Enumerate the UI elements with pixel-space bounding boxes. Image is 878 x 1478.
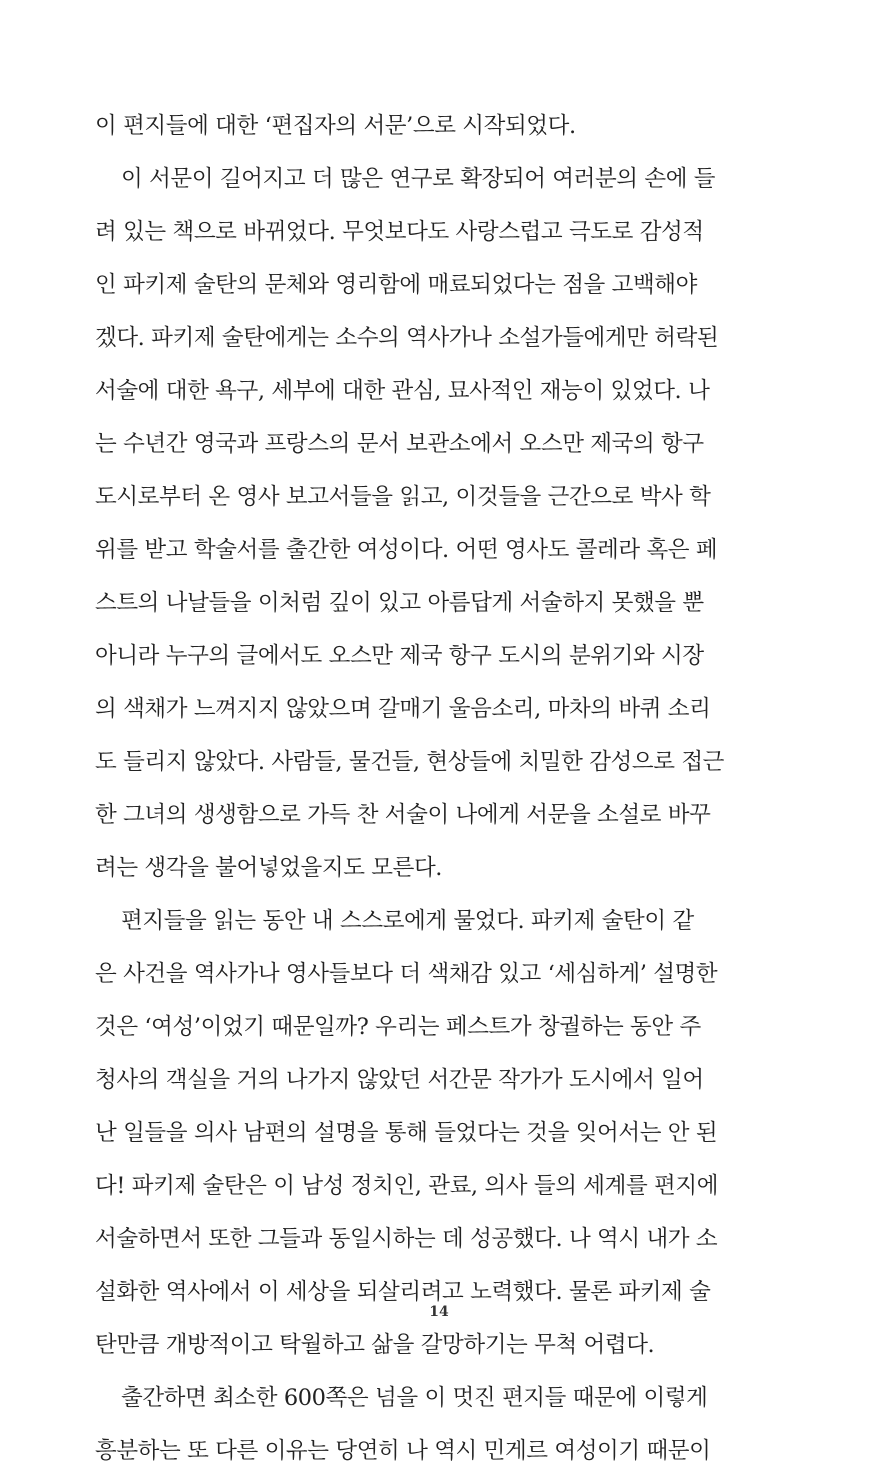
text-line: 위를 받고 학술서를 출간한 여성이다. 어떤 영사도 콜레라 혹은 페 <box>95 537 718 563</box>
text-line: 이 편지들에 대한 ‘편집자의 서문’으로 시작되었다. <box>95 113 576 139</box>
text-line: 출간하면 최소한 600쪽은 넘을 이 멋진 편지들 때문에 이렇게 <box>121 1385 708 1411</box>
text-line: 인 파키제 술탄의 문체와 영리함에 매료되었다는 점을 고백해야 <box>95 272 697 298</box>
page-number: 14 <box>429 1304 449 1320</box>
text-line: 의 색채가 느껴지지 않았으며 갈매기 울음소리, 마차의 바퀴 소리 <box>95 696 711 722</box>
text-line: 려는 생각을 불어넣었을지도 모른다. <box>95 855 443 881</box>
text-line: 것은 ‘여성’이었기 때문일까? 우리는 페스트가 창궐하는 동안 주 <box>95 1014 701 1040</box>
text-line: 는 수년간 영국과 프랑스의 문서 보관소에서 오스만 제국의 항구 <box>95 431 704 457</box>
text-line: 도시로부터 온 영사 보고서들을 읽고, 이것들을 근간으로 박사 학 <box>95 484 711 510</box>
text-line: 탄만큼 개방적이고 탁월하고 삶을 갈망하기는 무척 어렵다. <box>95 1332 655 1358</box>
text-line: 겠다. 파키제 술탄에게는 소수의 역사가나 소설가들에게만 허락된 <box>95 325 719 351</box>
text-line: 도 들리지 않았다. 사람들, 물건들, 현상들에 치밀한 감성으로 접근 <box>95 749 724 775</box>
text-line: 설화한 역사에서 이 세상을 되살리려고 노력했다. 물론 파키제 술 <box>95 1279 711 1305</box>
text-line: 청사의 객실을 거의 나가지 않았던 서간문 작가가 도시에서 일어 <box>95 1067 704 1093</box>
body-text <box>95 100 815 1478</box>
text-line: 이 서문이 길어지고 더 많은 연구로 확장되어 여러분의 손에 들 <box>121 166 716 192</box>
text-line: 흥분하는 또 다른 이유는 당연히 나 역시 민게르 여성이기 때문이 <box>95 1438 711 1464</box>
text-line: 려 있는 책으로 바뀌었다. 무엇보다도 사랑스럽고 극도로 감성적 <box>95 219 704 245</box>
text-line: 스트의 나날들을 이처럼 깊이 있고 아름답게 서술하지 못했을 뿐 <box>95 590 704 616</box>
text-line: 서술에 대한 욕구, 세부에 대한 관심, 묘사적인 재능이 있었다. 나 <box>95 378 710 404</box>
text-line: 편지들을 읽는 동안 내 스스로에게 물었다. 파키제 술탄이 같 <box>121 908 694 934</box>
text-line: 한 그녀의 생생함으로 가득 찬 서술이 나에게 서문을 소설로 바꾸 <box>95 802 711 828</box>
text-line: 난 일들을 의사 남편의 설명을 통해 들었다는 것을 잊어서는 안 된 <box>95 1120 718 1146</box>
text-line: 다! 파키제 술탄은 이 남성 정치인, 관료, 의사 들의 세계를 편지에 <box>95 1173 719 1199</box>
text-line: 서술하면서 또한 그들과 동일시하는 데 성공했다. 나 역시 내가 소 <box>95 1226 718 1252</box>
text-line: 은 사건을 역사가나 영사들보다 더 색채감 있고 ‘세심하게’ 설명한 <box>95 961 718 987</box>
text-line: 아니라 누구의 글에서도 오스만 제국 항구 도시의 분위기와 시장 <box>95 643 704 669</box>
